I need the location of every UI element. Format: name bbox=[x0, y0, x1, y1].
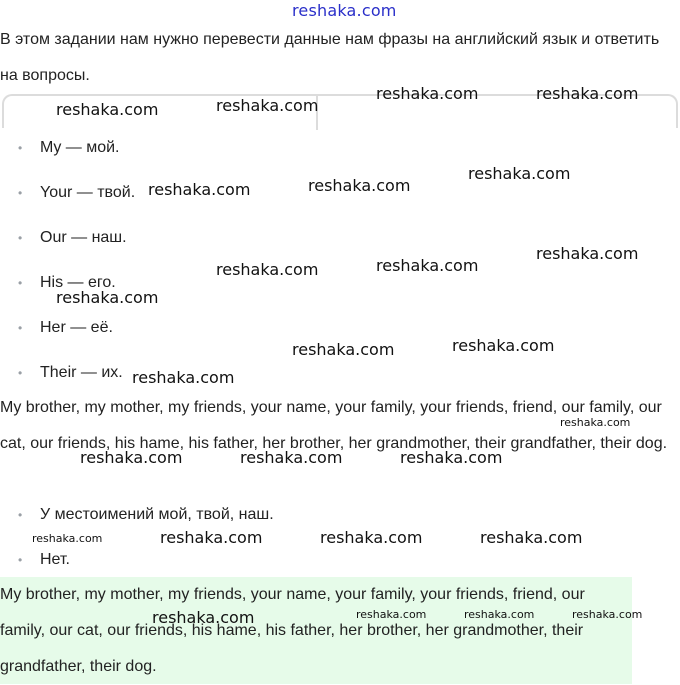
watermark: reshaka.com bbox=[320, 528, 423, 547]
watermark: reshaka.com bbox=[376, 84, 479, 103]
watermark: reshaka.com bbox=[132, 368, 235, 387]
bullet-icon: • bbox=[18, 553, 23, 567]
watermark: reshaka.com bbox=[148, 180, 251, 199]
bullet-icon: • bbox=[18, 231, 23, 245]
watermark: reshaka.com bbox=[240, 448, 343, 467]
watermark: reshaka.com bbox=[56, 288, 159, 307]
watermark: reshaka.com bbox=[152, 608, 255, 627]
watermark: reshaka.com bbox=[560, 416, 631, 429]
watermark: reshaka.com bbox=[480, 528, 583, 547]
highlighted-answer-text: My brother, my mother, my friends, your name, your family, your friends, friend, our family, our cat, our friends, his hame, his father, her brother, her grandmother, their grandfather, their dog. bbox=[0, 586, 585, 675]
watermark: reshaka.com bbox=[464, 608, 535, 621]
watermark: reshaka.com bbox=[468, 164, 571, 183]
highlighted-answer-box bbox=[0, 577, 632, 684]
site-logo[interactable]: reshaka.com bbox=[292, 1, 397, 20]
watermark: reshaka.com bbox=[216, 96, 319, 115]
watermark: reshaka.com bbox=[536, 244, 639, 263]
watermark: reshaka.com bbox=[452, 336, 555, 355]
bullet-icon: • bbox=[18, 366, 23, 380]
watermark: reshaka.com bbox=[572, 608, 643, 621]
watermark: reshaka.com bbox=[80, 448, 183, 467]
bullet-icon: • bbox=[18, 276, 23, 290]
watermark: reshaka.com bbox=[56, 100, 159, 119]
intro-text: В этом задании нам нужно перевести данные нам фразы на английский язык и ответить на вопросы. bbox=[0, 31, 660, 84]
watermark: reshaka.com bbox=[292, 340, 395, 359]
watermark: reshaka.com bbox=[376, 256, 479, 275]
bullet-icon: • bbox=[18, 321, 23, 335]
watermark: reshaka.com bbox=[356, 608, 427, 621]
bullet-icon: • bbox=[18, 508, 23, 522]
bullet-icon: • bbox=[18, 141, 23, 155]
watermark: reshaka.com bbox=[32, 532, 103, 545]
watermark: reshaka.com bbox=[400, 448, 503, 467]
watermark: reshaka.com bbox=[308, 176, 411, 195]
watermark: reshaka.com bbox=[536, 84, 639, 103]
watermark: reshaka.com bbox=[216, 260, 319, 279]
translation-text: My brother, my mother, my friends, your name, your family, your friends, friend, our family, our cat, our friends, his hame, his father, her brother, her grandmother, their grandfather, their dog. bbox=[0, 399, 668, 452]
watermark: reshaka.com bbox=[160, 528, 263, 547]
bullet-icon: • bbox=[18, 186, 23, 200]
